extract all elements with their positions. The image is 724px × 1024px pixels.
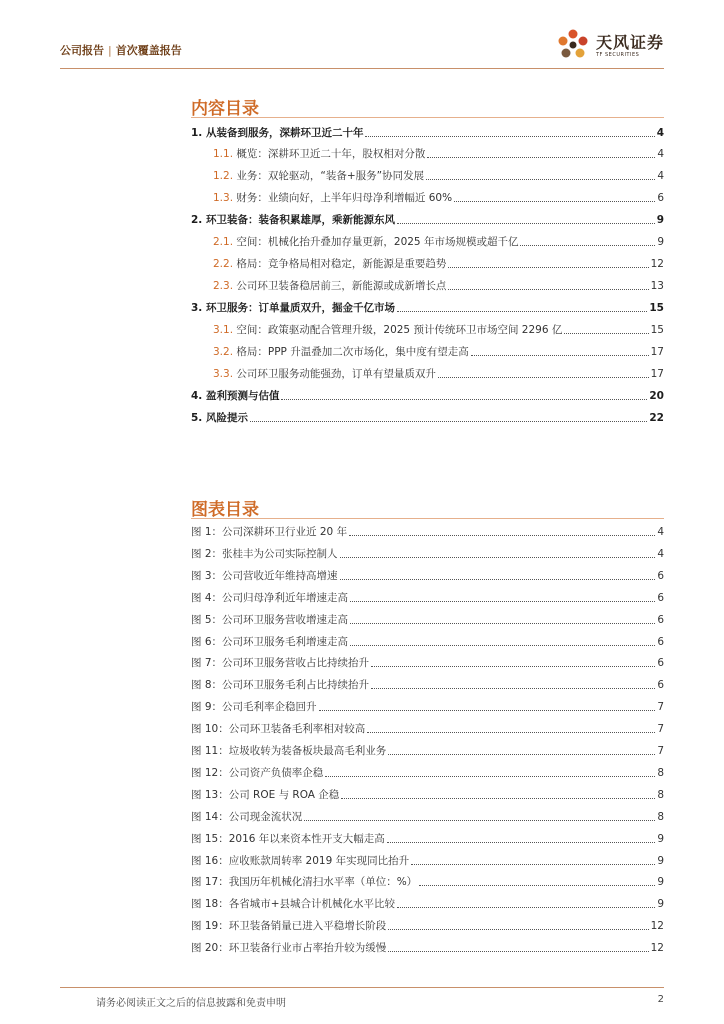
toc-entry-number: 5. xyxy=(191,412,203,424)
figure-entry[interactable] xyxy=(191,523,664,539)
toc-entry-number: 1.2. xyxy=(213,170,234,182)
dot-leader xyxy=(325,776,655,777)
toc-entry-text: 业务：双轮驱动，“装备+服务”协同发展 xyxy=(236,170,425,182)
figure-entry-text: 公司现金流状况 xyxy=(228,810,303,823)
figure-entry-label: 图 17： xyxy=(191,876,229,889)
dot-leader xyxy=(349,535,655,536)
figure-entry-text: 2016 年以来资本性开支大幅走高 xyxy=(228,832,385,845)
header-divider xyxy=(60,68,664,69)
dot-leader xyxy=(340,579,656,580)
figure-entry-page: 8 xyxy=(657,810,664,823)
toc-entry-number: 3. xyxy=(191,302,203,314)
figure-entry-text: 公司深耕环卫行业近 20 年 xyxy=(222,526,348,538)
figure-entry-text: 环卫装备行业市占率抬升较为缓慢 xyxy=(228,942,387,955)
figure-entry-text: 公司环卫装备毛利率相对较高 xyxy=(228,723,366,736)
toc-entry-chapter[interactable] xyxy=(191,124,664,140)
dot-leader xyxy=(564,333,648,334)
toc-entry-number: 3.2. xyxy=(213,346,234,358)
toc-entry-number: 2.3. xyxy=(213,280,234,292)
figure-entry[interactable] xyxy=(191,654,664,670)
toc-entry-page: 4 xyxy=(657,148,664,160)
figure-entry[interactable] xyxy=(191,676,664,692)
toc-entry-page: 13 xyxy=(650,280,664,292)
figure-entry-page: 4 xyxy=(657,547,664,560)
figure-entry-page: 6 xyxy=(657,569,664,582)
report-category xyxy=(60,42,182,58)
toc-entry-section[interactable] xyxy=(213,189,664,205)
figure-entry[interactable] xyxy=(191,589,664,605)
brand-name-cn: 天风证券 xyxy=(595,32,664,52)
figure-entry[interactable] xyxy=(191,742,664,758)
dot-leader xyxy=(371,666,655,667)
toc-entry-number: 2.2. xyxy=(213,258,234,270)
figure-entry-text: 应收账款周转率 2019 年实现同比抬升 xyxy=(228,854,410,867)
dot-leader xyxy=(388,754,655,755)
figure-entry[interactable] xyxy=(191,720,664,736)
dot-leader xyxy=(319,710,656,711)
figure-entry[interactable] xyxy=(191,939,664,955)
toc-entry-number: 2.1. xyxy=(213,236,234,248)
toc-entry-chapter[interactable] xyxy=(191,299,664,315)
dot-leader xyxy=(387,842,656,843)
dot-leader xyxy=(426,179,655,180)
figure-entry-label: 图 6： xyxy=(191,635,223,648)
toc-entry-page: 15 xyxy=(650,324,664,336)
toc-entry-page: 9 xyxy=(656,214,664,226)
dot-leader xyxy=(388,951,648,952)
figure-entry-text: 环卫装备销量已进入平稳增长阶段 xyxy=(228,920,387,933)
figure-entry[interactable] xyxy=(191,830,664,846)
figure-entry-page: 12 xyxy=(650,942,664,955)
figure-entry-label: 图 12： xyxy=(191,766,229,779)
toc-entry-text: 环卫服务：订单量质双升，掘金千亿市场 xyxy=(205,302,395,314)
toc-entry-number: 1.1. xyxy=(213,148,234,160)
figure-entry[interactable] xyxy=(191,917,664,933)
dot-leader xyxy=(250,421,647,422)
toc-entry-page: 17 xyxy=(650,346,664,358)
figure-entry-label: 图 16： xyxy=(191,854,229,867)
toc-entry-section[interactable] xyxy=(213,365,664,381)
page-number: 2 xyxy=(657,994,664,1005)
figure-entry[interactable] xyxy=(191,567,664,583)
toc-entry-number: 3.3. xyxy=(213,368,234,380)
figure-entry-text: 公司营收近年维持高增速 xyxy=(222,569,338,582)
toc-entry-page: 4 xyxy=(657,170,664,182)
dot-leader xyxy=(411,864,655,865)
toc-entry-section[interactable] xyxy=(213,167,664,183)
toc-entry-section[interactable] xyxy=(213,145,664,161)
toc-title: 内容目录 xyxy=(191,99,259,119)
figure-entry-label: 图 11： xyxy=(191,745,229,757)
figure-entry-label: 图 19： xyxy=(191,920,229,933)
figure-entry-page: 6 xyxy=(657,635,664,648)
figure-entry-text: 我国历年机械化清扫水平率（单位：%） xyxy=(228,876,418,889)
figure-entry-page: 7 xyxy=(657,745,664,757)
figure-entry-label: 图 1： xyxy=(191,526,223,538)
figure-entry-page: 9 xyxy=(657,854,664,867)
figure-entry[interactable] xyxy=(191,895,664,911)
dot-leader xyxy=(427,157,655,158)
figure-entry-page: 9 xyxy=(657,876,664,889)
toc-entry-page: 12 xyxy=(650,258,664,270)
toc-entry-section[interactable] xyxy=(213,233,664,249)
figure-entry-text: 各省城市+县城合计机械化水平比较 xyxy=(228,898,396,911)
figure-entry-text: 公司 ROE 与 ROA 企稳 xyxy=(228,788,340,801)
figure-entry-page: 9 xyxy=(657,898,664,911)
flower-logo-icon xyxy=(553,28,593,64)
toc-entry-page: 15 xyxy=(649,302,664,314)
figure-entry-label: 图 13： xyxy=(191,788,229,801)
toc-entry-number: 1.3. xyxy=(213,192,234,204)
figure-entry-label: 图 18： xyxy=(191,898,229,911)
report-type: 公司报告 xyxy=(60,44,104,57)
toc-entry-chapter[interactable] xyxy=(191,387,664,403)
dot-leader xyxy=(397,907,655,908)
dot-leader xyxy=(448,289,648,290)
figure-entry-label: 图 20： xyxy=(191,942,229,955)
dot-leader xyxy=(340,557,656,558)
dot-leader xyxy=(304,820,655,821)
dot-leader xyxy=(388,929,648,930)
figure-entry[interactable] xyxy=(191,808,664,824)
toc-entry-number: 3.1. xyxy=(213,324,234,336)
figure-entry-label: 图 14： xyxy=(191,810,229,823)
dot-leader xyxy=(419,885,655,886)
figure-entry-page: 8 xyxy=(657,788,664,801)
dot-leader xyxy=(471,355,649,356)
figure-entry-text: 垃圾收转为装备板块最高毛利业务 xyxy=(228,745,387,757)
figure-entry-text: 公司环卫服务营收增速走高 xyxy=(222,613,349,626)
toc-entry-text: 空间：机械化抬升叠加存量更新，2025 年市场规模或超千亿 xyxy=(236,236,519,248)
dot-leader xyxy=(397,311,647,312)
figure-entry-text: 公司归母净利近年增速走高 xyxy=(222,591,349,604)
dot-leader xyxy=(341,798,655,799)
figure-entry-label: 图 9： xyxy=(191,701,223,714)
toc-entry-chapter[interactable] xyxy=(191,211,664,227)
dot-leader xyxy=(397,223,655,224)
dot-leader xyxy=(350,645,655,646)
toc-entry-number: 4. xyxy=(191,390,203,402)
toc-entry-text: 公司环卫服务动能强劲，订单有望量质双升 xyxy=(236,368,436,380)
toc-entry-chapter[interactable] xyxy=(191,409,664,425)
toc-entry-text: 从装备到服务，深耕环卫近二十年 xyxy=(205,127,364,139)
figure-entry-page: 6 xyxy=(657,591,664,604)
toc-entry-number: 2. xyxy=(191,214,203,226)
toc-entry-text: 盈利预测与估值 xyxy=(205,390,280,402)
figure-entry-label: 图 5： xyxy=(191,613,223,626)
figure-entry[interactable] xyxy=(191,698,664,714)
toc-entry-section[interactable] xyxy=(213,343,664,359)
figure-entry-text: 公司环卫服务营收占比持续抬升 xyxy=(222,657,370,670)
figures-title: 图表目录 xyxy=(191,500,259,520)
toc-entry-page: 9 xyxy=(657,236,664,248)
figure-entry-text: 公司毛利率企稳回升 xyxy=(222,701,317,714)
figure-entry-label: 图 7： xyxy=(191,657,223,670)
figure-entry[interactable] xyxy=(191,852,664,868)
figure-entry-page: 9 xyxy=(657,832,664,845)
footer-divider xyxy=(60,987,664,988)
figure-entry[interactable] xyxy=(191,611,664,627)
header-separator: | xyxy=(108,44,112,57)
report-subtype: 首次覆盖报告 xyxy=(115,44,182,57)
toc-entry-page: 6 xyxy=(657,192,664,204)
figure-entry-label: 图 15： xyxy=(191,832,229,845)
toc-entry-page: 17 xyxy=(650,368,664,380)
figure-entry-label: 图 8： xyxy=(191,679,223,692)
brand-logo xyxy=(553,28,664,64)
figure-entry[interactable] xyxy=(191,545,664,561)
toc-entry-text: 格局：PPP 升温叠加二次市场化，集中度有望走高 xyxy=(236,346,469,358)
figure-entry-text: 公司环卫服务毛利占比持续抬升 xyxy=(222,679,370,692)
dot-leader xyxy=(438,377,649,378)
figure-entry-label: 图 2： xyxy=(191,547,223,560)
figures-title-divider xyxy=(191,518,664,519)
toc-entry-text: 格局：竞争格局相对稳定，新能源是重要趋势 xyxy=(236,258,447,270)
figure-entry[interactable] xyxy=(191,764,664,780)
toc-entry-number: 1. xyxy=(191,127,203,139)
dot-leader xyxy=(365,136,654,137)
dot-leader xyxy=(454,201,655,202)
footer-disclaimer: 请务必阅读正文之后的信息披露和免责申明 xyxy=(96,998,286,1009)
toc-title-divider xyxy=(191,117,664,118)
figure-entry-label: 图 3： xyxy=(191,569,223,582)
dot-leader xyxy=(367,732,655,733)
figure-entry-page: 7 xyxy=(657,723,664,736)
toc-entry-section[interactable] xyxy=(213,277,664,293)
toc-entry-text: 概览：深耕环卫近二十年，股权相对分散 xyxy=(236,148,426,160)
figure-entry[interactable] xyxy=(191,786,664,802)
figure-entry-page: 6 xyxy=(657,679,664,692)
page-header xyxy=(60,28,664,68)
figure-entry-page: 6 xyxy=(657,613,664,626)
figure-entry[interactable] xyxy=(191,633,664,649)
figure-entry-label: 图 10： xyxy=(191,723,229,736)
toc-entry-text: 环卫装备：装备积累雄厚，乘新能源东风 xyxy=(205,214,395,226)
figure-entry-page: 4 xyxy=(657,526,664,538)
toc-entry-section[interactable] xyxy=(213,255,664,271)
figure-entry-page: 6 xyxy=(657,657,664,670)
dot-leader xyxy=(350,601,655,602)
figure-entry-text: 公司环卫服务毛利增速走高 xyxy=(222,635,349,648)
toc-entry-page: 20 xyxy=(649,390,664,402)
figure-entry-text: 公司资产负债率企稳 xyxy=(228,766,324,779)
dot-leader xyxy=(281,399,647,400)
dot-leader xyxy=(520,245,655,246)
toc-entry-text: 财务：业绩向好，上半年归母净利增幅近 60% xyxy=(236,192,453,204)
brand-name-en: TF SECURITIES xyxy=(595,51,640,58)
figure-entry-page: 8 xyxy=(657,766,664,779)
toc-entry-text: 空间：政策驱动配合管理升级，2025 预计传统环卫市场空间 2296 亿 xyxy=(236,324,563,336)
figure-entry-text: 张桂丰为公司实际控制人 xyxy=(222,547,338,560)
toc-entry-text: 公司环卫装备稳居前三，新能源或成新增长点 xyxy=(236,280,447,292)
dot-leader xyxy=(371,688,655,689)
toc-entry-page: 22 xyxy=(649,412,664,424)
figure-entry-page: 12 xyxy=(650,920,664,933)
dot-leader xyxy=(350,623,655,624)
figure-entry[interactable] xyxy=(191,873,664,889)
toc-entry-text: 风险提示 xyxy=(205,412,248,424)
figure-entry-label: 图 4： xyxy=(191,591,223,604)
dot-leader xyxy=(448,267,648,268)
toc-entry-page: 4 xyxy=(656,127,664,139)
figure-entry-page: 7 xyxy=(657,701,664,714)
toc-entry-section[interactable] xyxy=(213,321,664,337)
